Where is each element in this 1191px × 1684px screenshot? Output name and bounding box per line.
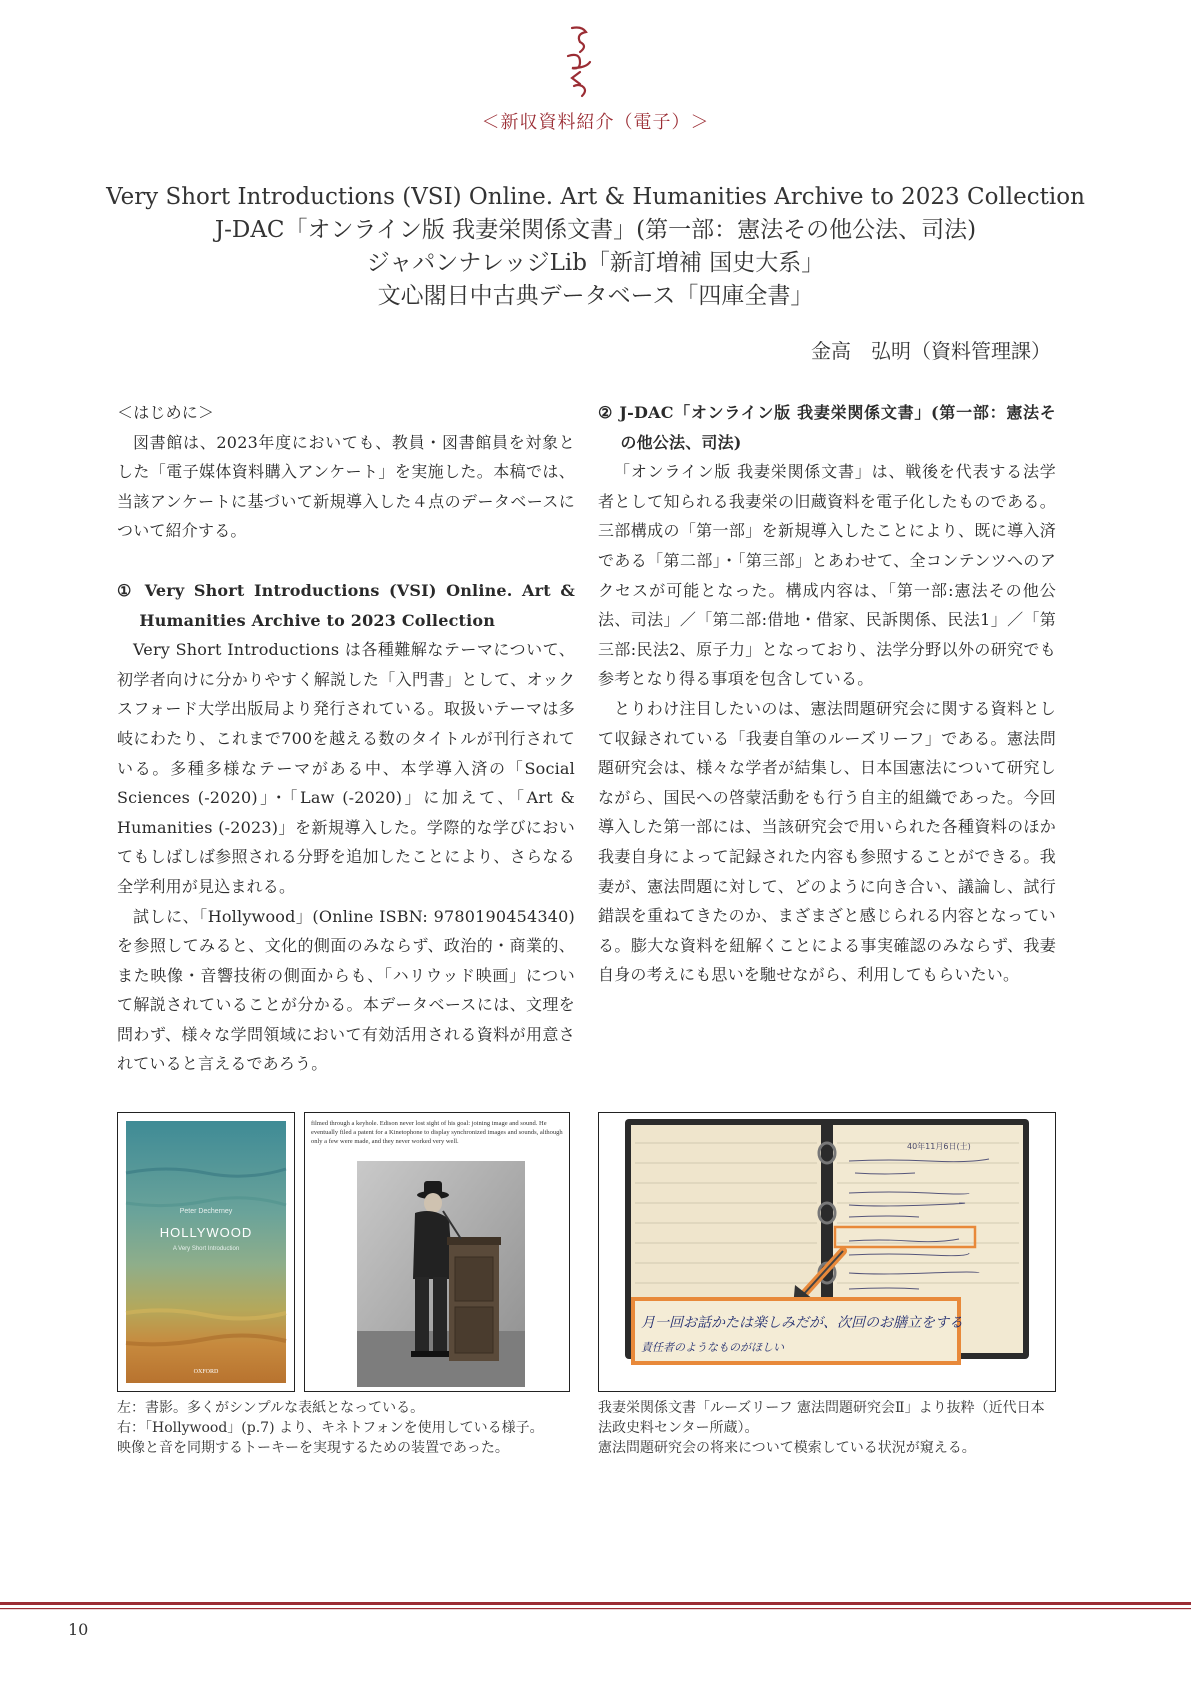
book-cover-image (118, 1113, 294, 1391)
kinetophone-photo (357, 1161, 525, 1387)
fumikura-logo (560, 22, 600, 98)
notebook-note-line-2: 責任者のようなものがほしい (641, 1341, 784, 1354)
section2-paragraph-2: とりわけ注目したいのは、憲法問題研究会に関する資料として収録されている「我妻自筆のルーズリーフ」である。憲法問題研究会は、様々な学者が結集し、日本国憲法について研究しながら、国民への啓蒙活動をも行う自主的組織であった。今回導入した第一部には、当該研究会で用いられた各種資料のほか我妻自身によって記録された内容も参照することができる。我妻が、憲法問題に対して、どのように向き合い、議論し、試行錯誤を重ねてきたのか、まざまざと感じられる内容となっている。膨大な資料を紐解くことによる事実確認のみならず、我妻自身の考えにも思いを馳せながら、利用してもらいたい。 (598, 698, 1056, 985)
page-excerpt-text: filmed through a keyhole. Edison never lost sight of his goal: joining image and sound. He eventually filed a patent for a Kinetophone to display synchronized images and sounds, although only a few were made, and they never worked very well. (311, 1120, 563, 1145)
notebook-note-line-1: 月一回お話かたは楽しみだが、次回のお膳立をする (641, 1315, 963, 1331)
notebook-date: 40年11月6日(土) (907, 1142, 971, 1151)
cover-author: Peter Decherney (179, 1208, 233, 1215)
cover-publisher: OXFORD (193, 1369, 219, 1375)
cover-subtitle: A Very Short Introduction (172, 1246, 240, 1252)
notebook-figure (598, 1112, 1056, 1392)
intro-paragraph: 図書館は、2023年度においても、教員・図書館員を対象とした「電子媒体資料購入アンケート」を実施した。本稿では、当該アンケートに基づいて新規導入した４点のデータベースについて紹介する。 (117, 432, 575, 541)
section-label: ＜新収資料紹介（電子）＞ (481, 112, 710, 133)
caption-left-line-2: 右：「Hollywood」(p.7) より、キネトフォンを使用している様子。 (117, 1420, 544, 1436)
caption-right-line-2: 憲法問題研究会の将来について模索している状況が窺える。 (598, 1440, 976, 1456)
book-page-figure (304, 1112, 570, 1392)
cover-title: HOLLYWOOD (159, 1225, 253, 1240)
page-number: 10 (68, 1620, 89, 1639)
book-cover-figure (117, 1112, 295, 1392)
caption-left-line-3: 映像と音を同期するトーキーを実現するための装置であった。 (117, 1440, 509, 1456)
footer-rule (0, 1602, 1191, 1612)
section1-paragraph-2: 試しに、「Hollywood」(Online ISBN: 9780190454340)を参照してみると、文化的側面のみならず、政治的・商業的、また映像・音響技術の側面からも、「ハリウッド映画」について解説されていることが分かる。本データベースには、文理を問わず、様々な学問領域において有効活用される資料が用意されていると言えるであろう。 (117, 906, 575, 1074)
title-line-2: J-DAC「オンライン版 我妻栄関係文書」(第一部：憲法その他公法、司法) (214, 217, 977, 243)
title-line-1: Very Short Introductions (VSI) Online. Art & Humanities Archive to 2023 Collection (106, 184, 1085, 210)
caption-right-line-1: 我妻栄関係文書「ルーズリーフ 憲法問題研究会Ⅱ」より抜粋（近代日本法政史料センター所蔵）。 (598, 1400, 1045, 1436)
author-byline: 金高 弘明（資料管理課） (811, 339, 1051, 363)
section2-paragraph-1: 「オンライン版 我妻栄関係文書」は、戦後を代表する法学者として知られる我妻栄の旧蔵資料を電子化したものである。三部構成の「第一部」を新規導入したことにより、既に導入済である「第二部」・「第三部」とあわせて、全コンテンツへのアクセスが可能となった。構成内容は、「第一部:憲法その他公法、司法」／「第二部:借地・借家、民訴関係、民法1」／「第三部:民法2、原子力」となっており、法学分野以外の研究でも参考となり得る事項を包含している。 (598, 462, 1056, 689)
title-line-3: ジャパンナレッジLib「新訂増補 国史大系」 (366, 250, 825, 276)
looseleaf-notebook-image (599, 1113, 1055, 1391)
section2-heading: ② J-DAC「オンライン版 我妻栄関係文書」(第一部：憲法その他公法、司法) (598, 403, 1056, 452)
left-figure-caption (117, 1398, 587, 1458)
section1-heading: ① Very Short Introductions (VSI) Online. Art & Humanities Archive to 2023 Collection (117, 580, 575, 630)
title-line-4: 文心閣日中古典データベース「四庫全書」 (377, 283, 814, 309)
intro-heading: ＜はじめに＞ (117, 403, 215, 422)
right-column (598, 398, 1056, 990)
section1-paragraph-1: Very Short Introductions は各種難解なテーマについて、初学者向けに分かりやすく解説した「入門書」として、オックスフォード大学出版局より発行されている。取扱いテーマは多岐にわたり、これまで700を越える数のタイトルが刊行されている。多種多様なテーマがある中、本学導入済の「Social Sciences (-2020)」・「Law (-2020)」に加えて、「Art & Humanities (-2023)」を新規導入した。学際的な学びにおいてもしばしば参照される分野を追加したことにより、さらなる全学利用が見込まれる。 (117, 640, 575, 896)
caption-left-line-1: 左：書影。多くがシンプルな表紙となっている。 (117, 1400, 425, 1416)
left-column (117, 398, 575, 1079)
right-figure-caption (598, 1398, 1058, 1458)
